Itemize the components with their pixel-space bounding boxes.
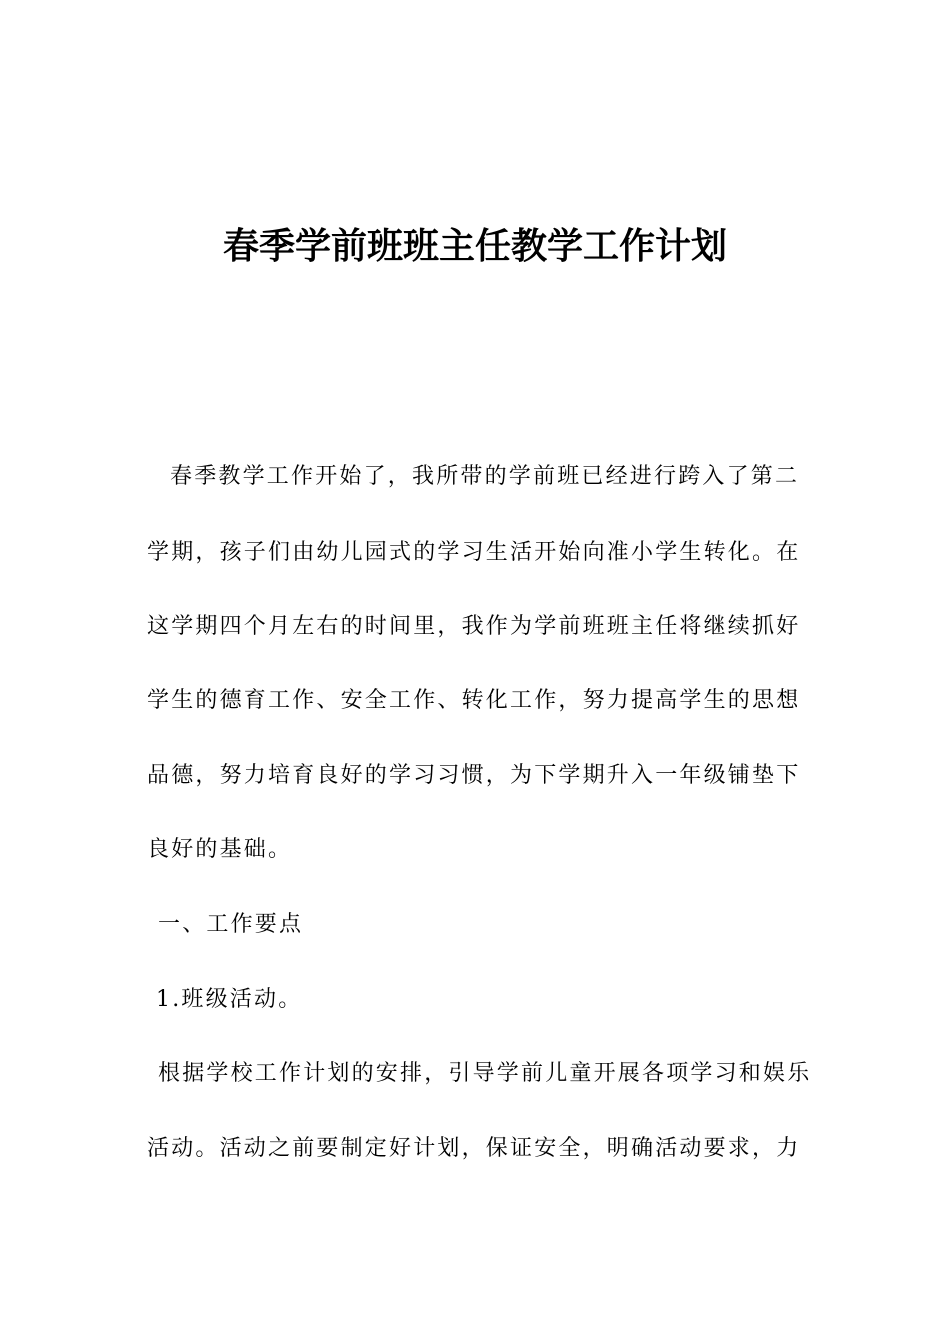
paragraph-line: 学生的德育工作、安全工作、转化工作，努力提高学生的思想 — [147, 688, 801, 713]
document-title: 春季学前班班主任教学工作计划 — [222, 226, 727, 267]
paragraph-line: 春季教学工作开始了，我所带的学前班已经进行跨入了第二 — [170, 464, 800, 489]
paragraph-line: 根据学校工作计划的安排，引导学前儿童开展各项学习和娱乐 — [158, 1061, 812, 1086]
section-heading: 一、工作要点 — [158, 912, 304, 937]
subsection-heading: 1.班级活动。 — [156, 987, 303, 1012]
paragraph-line: 这学期四个月左右的时间里，我作为学前班班主任将继续抓好 — [147, 614, 801, 639]
paragraph-line: 活动。活动之前要制定好计划，保证安全，明确活动要求，力 — [147, 1136, 801, 1161]
paragraph-line: 良好的基础。 — [147, 837, 293, 862]
paragraph-line: 学期，孩子们由幼儿园式的学习生活开始向准小学生转化。在 — [147, 540, 801, 565]
paragraph-line: 品德，努力培育良好的学习习惯，为下学期升入一年级铺垫下 — [147, 763, 801, 788]
